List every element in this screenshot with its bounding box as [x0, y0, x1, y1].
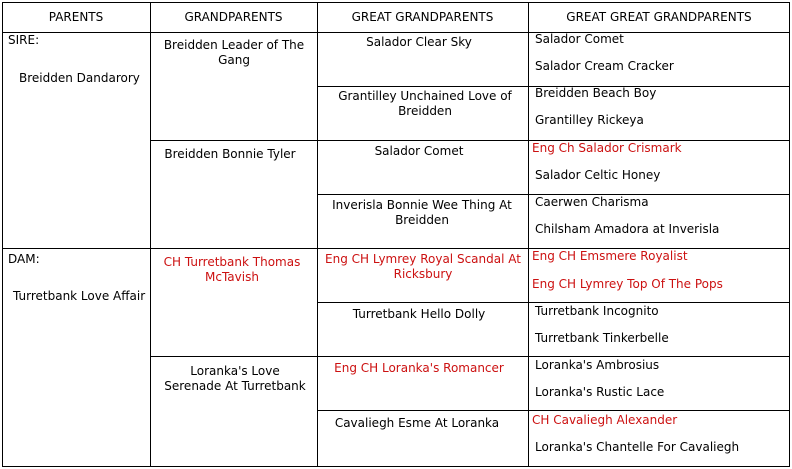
column-divider — [317, 2, 318, 467]
great-grandparent-name: Inverisla Bonnie Wee Thing At Breidden — [332, 198, 512, 227]
great-great-grandparent-name: Turretbank Tinkerbelle — [535, 331, 669, 345]
great-grandparent-name: Eng CH Lymrey Royal Scandal At Ricksbury — [325, 252, 521, 281]
great-great-grandparent-name: Eng CH Lymrey Top Of The Pops — [532, 277, 723, 291]
great-great-grandparent-name: Loranka's Chantelle For Cavaliegh — [535, 440, 740, 454]
great-great-grandparent-name: Salador Comet — [535, 32, 624, 46]
great-great-grandparent-name: Turretbank Incognito — [535, 304, 659, 318]
header-parents: PARENTS — [48, 10, 104, 24]
great-grandparent-divider — [317, 302, 790, 303]
grandparent-divider — [150, 140, 790, 141]
grandparent-name: Breidden Bonnie Tyler — [164, 147, 296, 161]
column-divider — [528, 2, 529, 467]
great-great-grandparent-name: Grantilley Rickeya — [535, 113, 644, 127]
great-great-grandparent-name: Loranka's Rustic Lace — [535, 385, 665, 399]
great-grandparent-name: Salador Clear Sky — [366, 35, 472, 49]
great-great-grandparent-name: CH Cavaliegh Alexander — [532, 413, 678, 427]
great-great-grandparent-name: Eng CH Emsmere Royalist — [532, 249, 688, 263]
grandparent-name: Loranka's Love Serenade At Turretbank — [164, 364, 306, 393]
dam-name: Turretbank Love Affair — [13, 289, 146, 303]
great-great-grandparent-name: Caerwen Charisma — [535, 195, 649, 209]
great-grandparent-name: Salador Comet — [374, 144, 464, 158]
great-grandparent-name: Cavaliegh Esme At Loranka — [334, 416, 500, 430]
great-great-grandparent-name: Eng Ch Salador Crismark — [532, 141, 682, 155]
column-divider — [150, 2, 151, 467]
header-great-great-grandparents: GREAT GREAT GRANDPARENTS — [566, 10, 752, 24]
sire-label: SIRE: — [8, 33, 40, 47]
great-great-grandparent-name: Breidden Beach Boy — [535, 86, 657, 100]
grandparent-divider — [150, 356, 790, 357]
great-grandparent-name: Eng CH Loranka's Romancer — [334, 361, 504, 375]
grandparent-name: CH Turretbank Thomas McTavish — [163, 255, 301, 284]
header-divider — [2, 32, 790, 33]
great-great-grandparent-name: Salador Cream Cracker — [535, 59, 674, 73]
great-grandparent-name: Grantilley Unchained Love of Breidden — [338, 89, 512, 118]
great-grandparent-divider — [317, 410, 790, 411]
grandparent-name: Breidden Leader of The Gang — [163, 38, 305, 67]
header-great-grandparents: GREAT GRANDPARENTS — [351, 10, 494, 24]
great-great-grandparent-name: Salador Celtic Honey — [535, 168, 661, 182]
header-grandparents: GRANDPARENTS — [184, 10, 283, 24]
great-great-grandparent-name: Loranka's Ambrosius — [535, 358, 660, 372]
sire-name: Breidden Dandarory — [19, 71, 140, 85]
great-great-grandparent-name: Chilsham Amadora at Inverisla — [535, 222, 720, 236]
dam-label: DAM: — [8, 252, 40, 266]
great-grandparent-name: Turretbank Hello Dolly — [352, 307, 486, 321]
